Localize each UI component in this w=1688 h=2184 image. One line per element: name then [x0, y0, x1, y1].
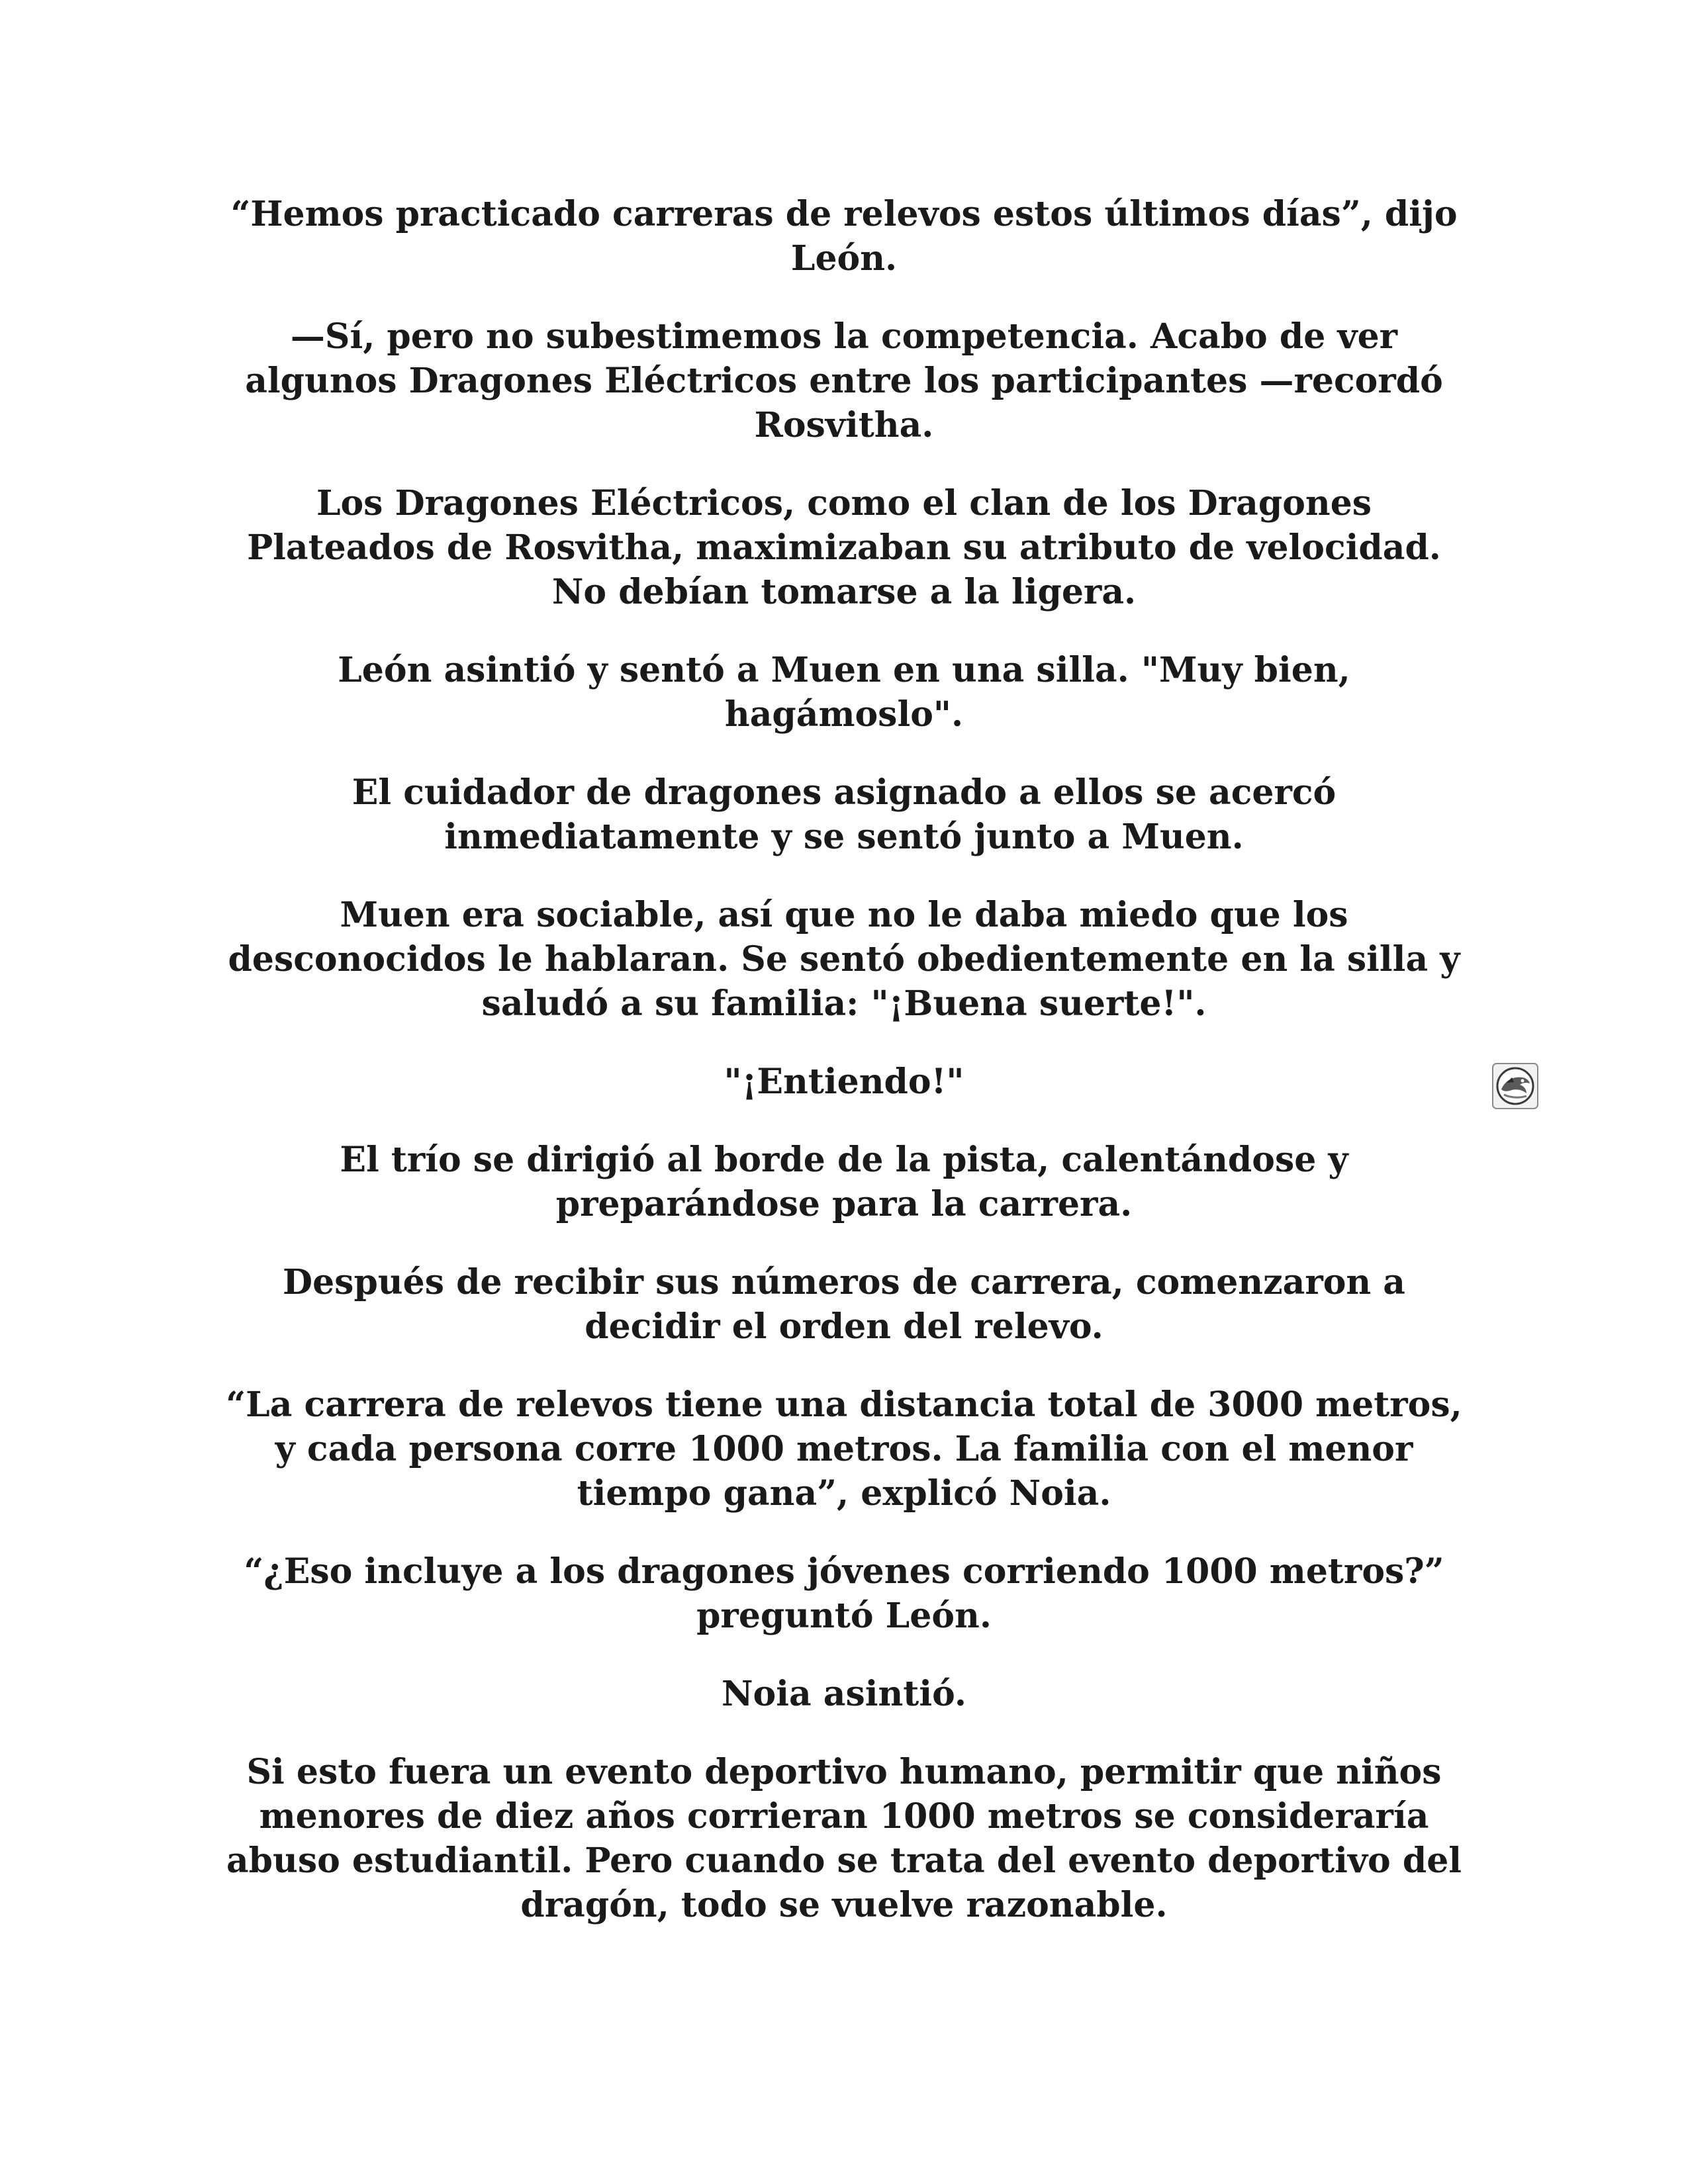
paragraph-11: “¿Eso incluye a los dragones jóvenes corriendo 1000 metros?” preguntó León.: [244, 1551, 1444, 1636]
paragraph-1: “Hemos practicado carreras de relevos estos últimos días”, dijo León.: [230, 194, 1458, 279]
paragraph-13: Si esto fuera un evento deportivo humano, permitir que niños menores de diez años corrieran 1000 metros se consideraría abuso estudiantil. Pero cuando se trata del evento deportivo del dragón, todo se vuelve razonable.: [226, 1752, 1462, 1925]
paragraph-10: “La carrera de relevos tiene una distancia total de 3000 metros, y cada persona corre 1000 metros. La familia con el menor tiempo gana”, explicó Noia.: [226, 1385, 1462, 1514]
paragraph-4: León asintió y sentó a Muen en una silla. "Muy bien, hagámoslo".: [338, 650, 1350, 735]
paragraph-7: "¡Entiendo!": [724, 1062, 964, 1102]
paragraph-5: El cuidador de dragones asignado a ellos se acercó inmediatamente y se sentó junto a Muen.: [352, 772, 1336, 857]
paragraph-6: Muen era sociable, así que no le daba miedo que los desconocidos le hablaran. Se sentó obedientemente en la silla y saludó a su familia: "¡Buena suerte!".: [228, 895, 1460, 1024]
paragraph-3: Los Dragones Eléctricos, como el clan de los Dragones Plateados de Rosvitha, maximizaban su atributo de velocidad. No debían tomarse a la ligera.: [247, 483, 1441, 612]
document-body: [225, 192, 1463, 1927]
paragraph-9: Después de recibir sus números de carrera, comenzaron a decidir el orden del relevo.: [282, 1262, 1406, 1347]
dragon-emblem-icon[interactable]: [1492, 1063, 1538, 1109]
paragraph-12: Noia asintió.: [722, 1674, 966, 1714]
paragraph-2: —Sí, pero no subestimemos la competencia. Acabo de ver algunos Dragones Eléctricos entre los participantes —recordó Rosvitha.: [245, 316, 1443, 445]
paragraph-8: El trío se dirigió al borde de la pista, calentándose y preparándose para la carrera.: [340, 1140, 1348, 1224]
